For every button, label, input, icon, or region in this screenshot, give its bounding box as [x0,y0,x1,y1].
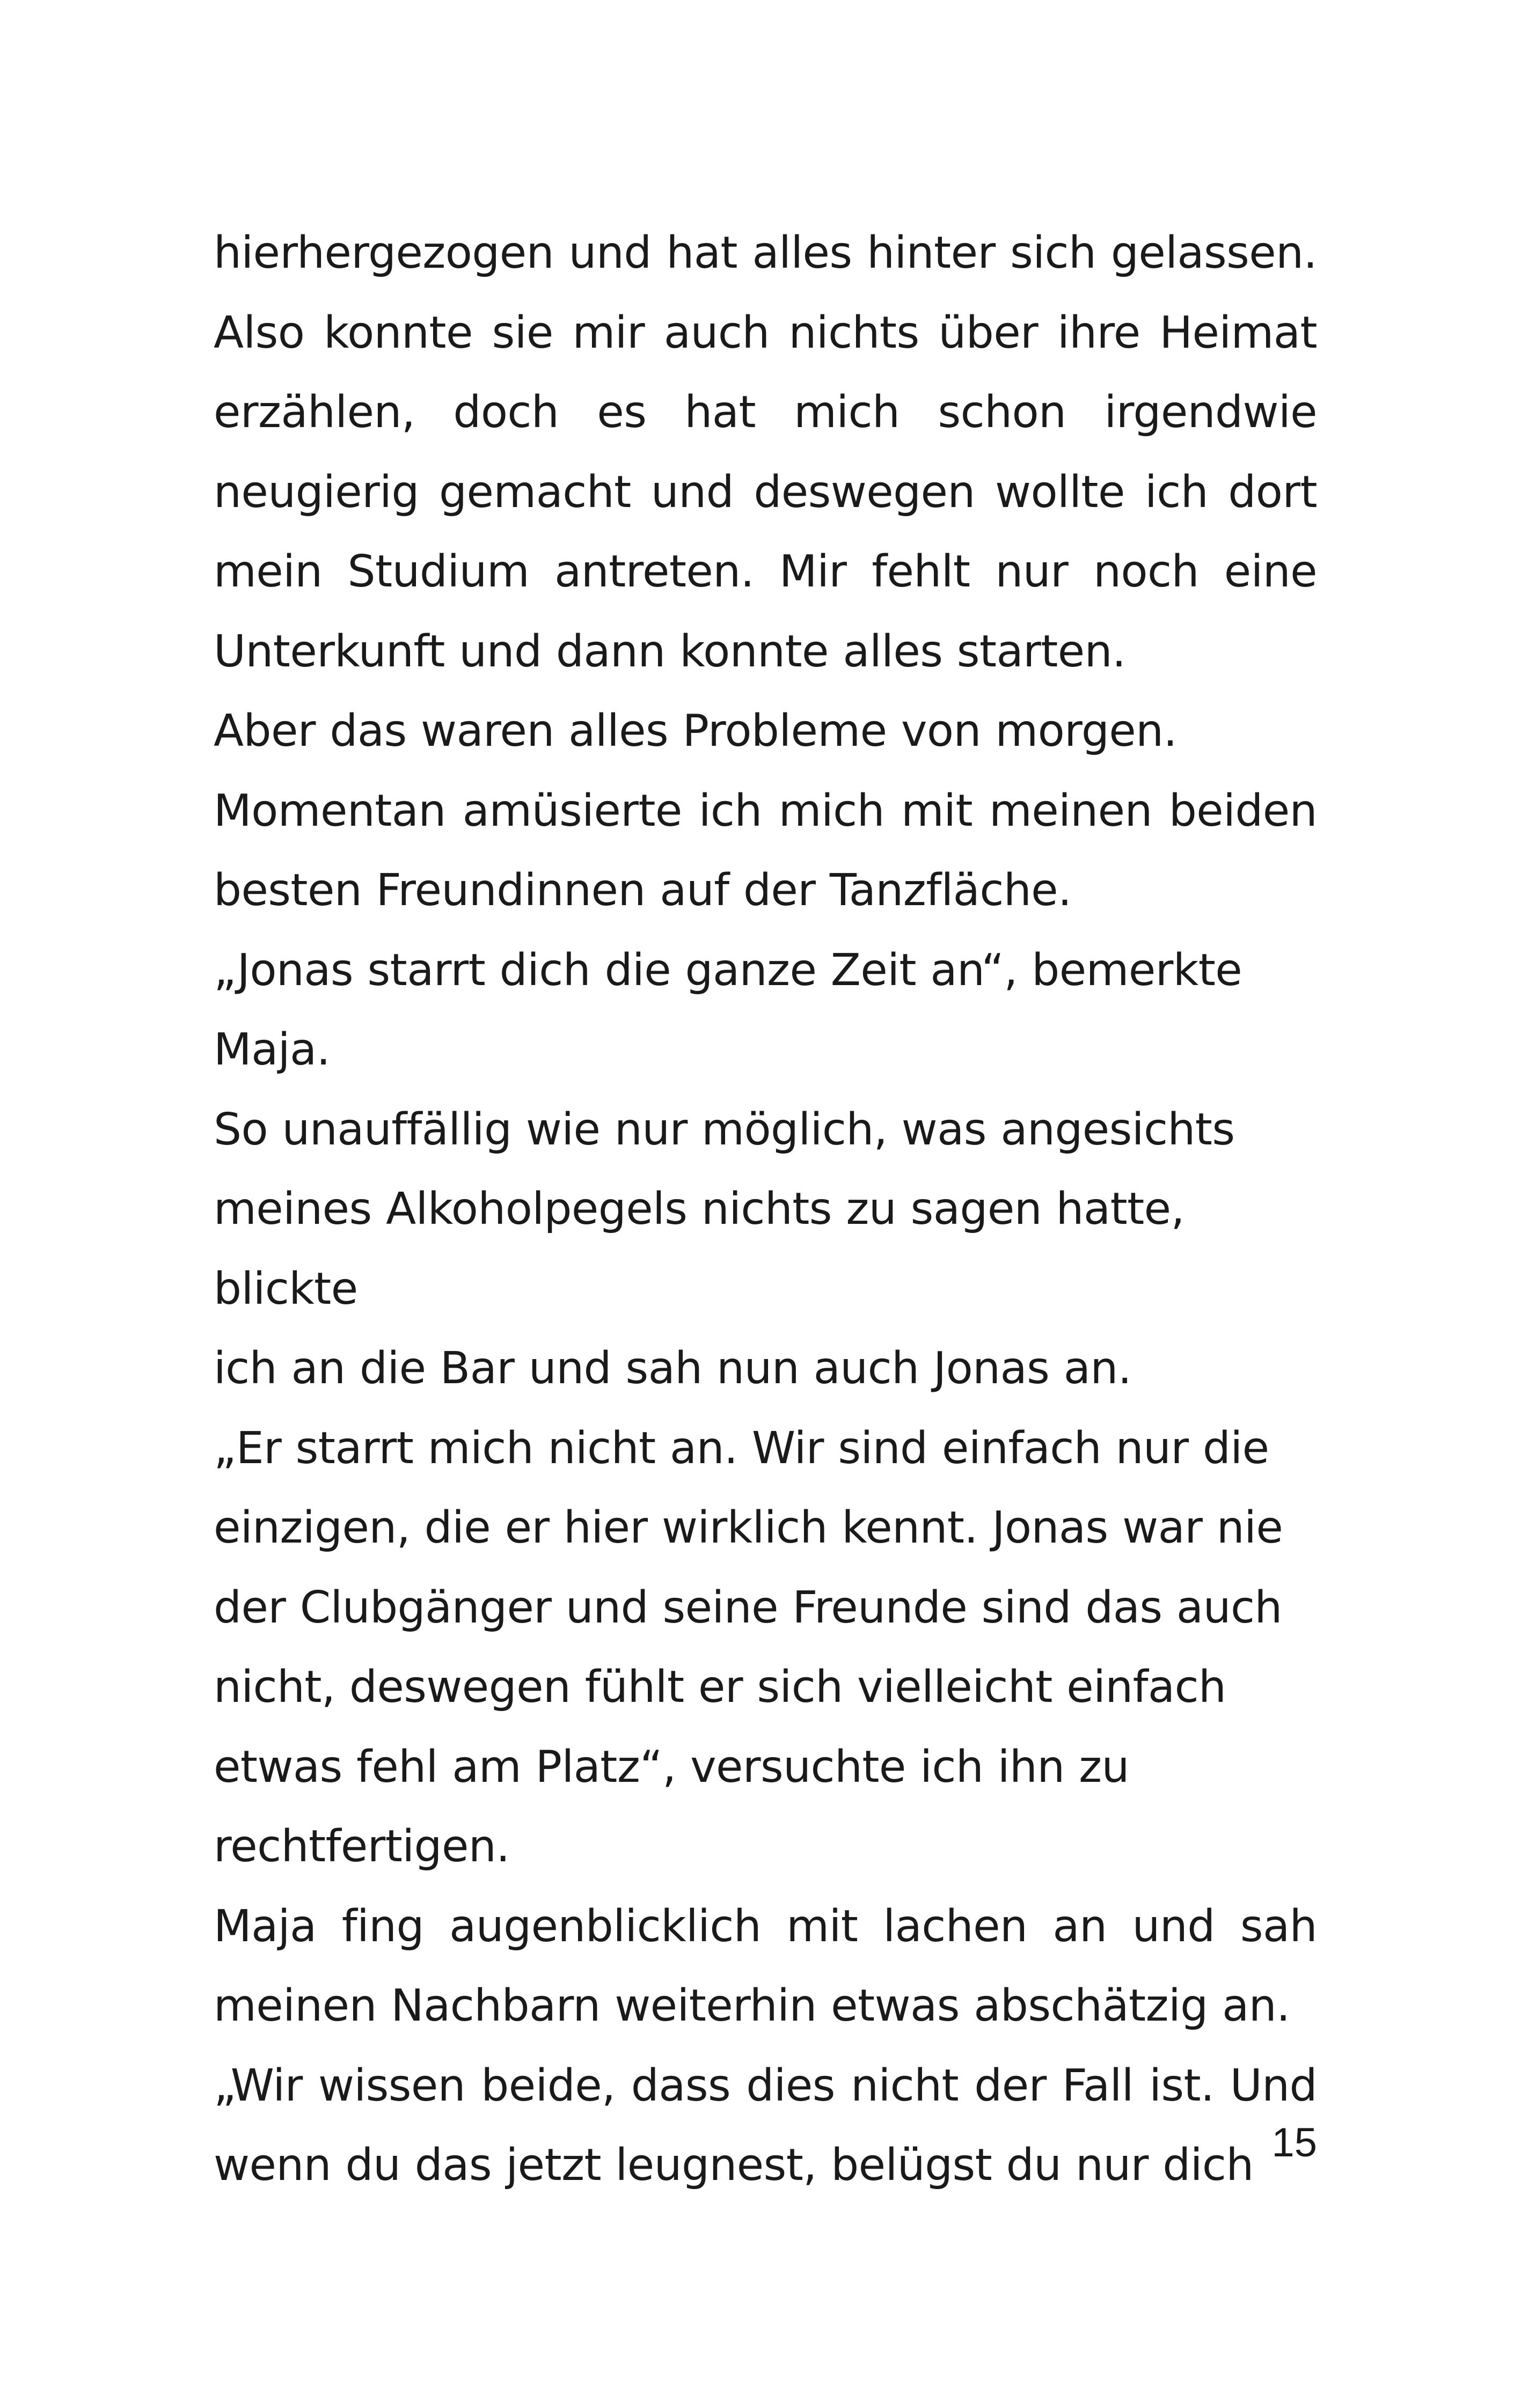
body-text [214,214,1317,2206]
paragraph-maja-lachen: Maja fing augenblicklich mit lachen an und sah meinen Nachbarn weiterhin etwas abschätzig an. [214,1900,1317,2031]
text-line: meines Alkoholpegels nichts zu sagen hatte, blickte [214,1184,1184,1315]
page-number: 15 [1271,2120,1317,2165]
text-line: einzigen, die er hier wirklich kennt. Jonas war nie [214,1502,1283,1553]
paragraph-heimat: hierhergezogen und hat alles hinter sich gelassen. Also konnte sie mir auch nichts über ihre Heimat erzählen, doch es hat mich schon irgendwie neugierig gemacht und deswegen wollte ich dort mein Studium antreten. Mir fehlt nur noch eine Unterkunft und dann konnte alles starten. [214,227,1317,677]
text-line: Maja. [214,1024,331,1075]
text-line: der Clubgänger und seine Freunde sind das auch [214,1582,1282,1633]
paragraph-leugnest: „Wir wissen beide, dass dies nicht der Fall ist. Und wenn du das jetzt leugnest, belügst du nur dich [214,2060,1317,2191]
text-line: nicht, deswegen fühlt er sich vielleicht einfach [214,1662,1226,1713]
text-line: rechtfertigen. [214,1821,510,1872]
text-line: „Jonas starrt dich die ganze Zeit an“, bemerkte [214,944,1242,996]
paragraph-tanzflaeche: Momentan amüsierte ich mich mit meinen beiden besten Freundinnen auf der Tanzfläche. [214,785,1317,916]
text-line: ich an die Bar und sah nun auch Jonas an. [214,1343,1132,1394]
paragraph-rechtfertigen [214,1409,1317,1887]
text-line: „Er starrt mich nicht an. Wir sind einfach nur die [214,1422,1269,1474]
paragraph-probleme: Aber das waren alles Probleme von morgen. [214,706,1177,757]
text-line: etwas fehl am Platz“, versuchte ich ihn zu [214,1741,1129,1793]
paragraph-unauffaellig [214,1090,1317,1409]
text-line: So unauffällig wie nur möglich, was angesichts [214,1104,1235,1155]
paragraph-jonas-starrt [214,931,1317,1090]
